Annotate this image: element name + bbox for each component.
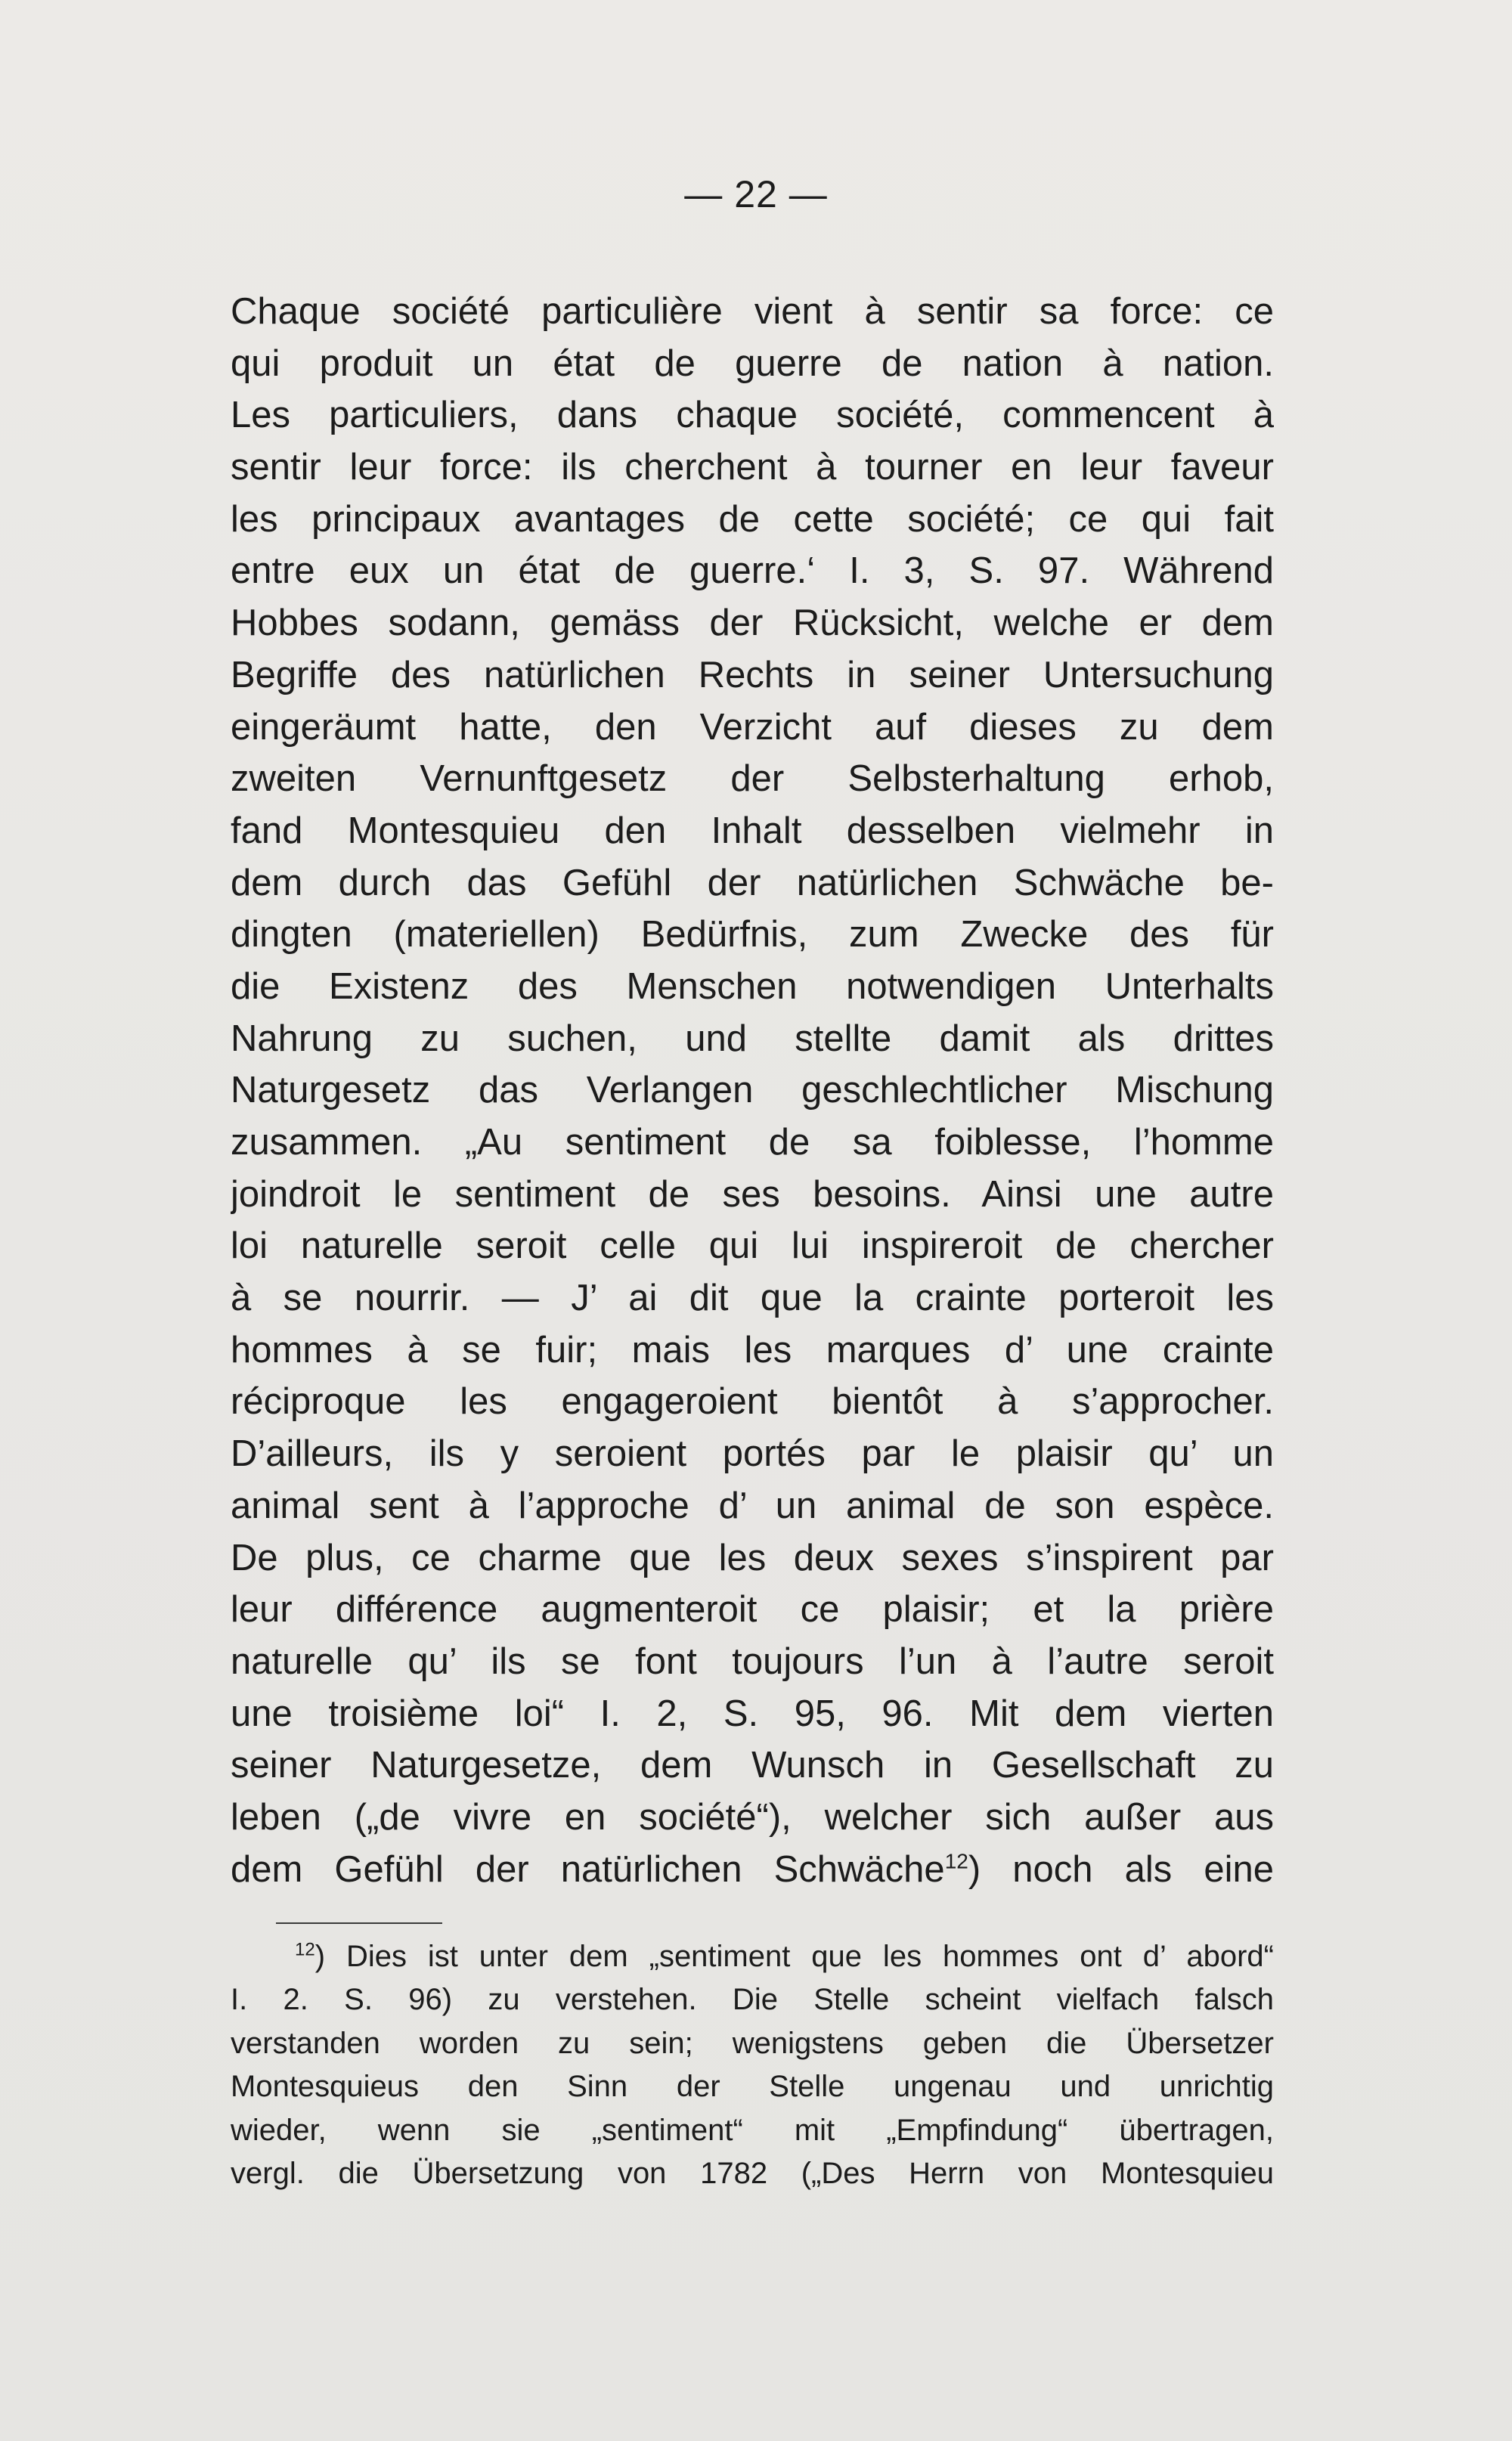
- text-line: dingten (materiellen) Bedürfnis, zum Zwecke des für: [231, 914, 1274, 956]
- footnote-line: Montesquieus den Sinn der Stelle ungenau und unrichtig: [231, 2070, 1274, 2104]
- text-line: réciproque les engageroient bientôt à s’approcher.: [231, 1381, 1274, 1423]
- last-line-start: dem Gefühl der natürlichen Schwäche: [231, 1848, 945, 1890]
- text-line: animal sent à l’approche d’ un animal de son espèce.: [231, 1485, 1274, 1526]
- footnote-marker: 12: [295, 1939, 315, 1960]
- text-line: les principaux avantages de cette société; ce qui fait: [231, 498, 1274, 540]
- text-line: joindroit le sentiment de ses besoins. Ainsi une autre: [231, 1173, 1274, 1215]
- text-line: fand Montesquieu den Inhalt desselben vielmehr in: [231, 810, 1274, 851]
- text-line: hommes à se fuir; mais les marques d’ une crainte: [231, 1329, 1274, 1371]
- footnote-separator: [276, 1922, 442, 1924]
- text-line: die Existenz des Menschen notwendigen Unterhalts: [231, 965, 1274, 1007]
- text-line: sentir leur force: ils cherchent à tourner en leur faveur: [231, 447, 1274, 488]
- text-line: Begriffe des natürlichen Rechts in seiner Untersuchung: [231, 654, 1274, 695]
- footnote-reference: 12: [944, 1849, 968, 1873]
- text-line: loi naturelle seroit celle qui lui inspireroit de chercher: [231, 1225, 1274, 1267]
- footnote-line: [231, 1935, 1274, 1978]
- text-line: Chaque société particulière vient à sentir sa force: ce: [231, 291, 1274, 332]
- text-line: leben („de vivre en société“), welcher sich außer aus: [231, 1796, 1274, 1838]
- text-line: dem durch das Gefühl der natürlichen Schwäche be-: [231, 862, 1274, 903]
- footnote-line: verstanden worden zu sein; wenigstens geben die Übersetzer: [231, 2026, 1274, 2060]
- page-number: — 22 —: [684, 173, 828, 215]
- text-line: à se nourrir. — J’ ai dit que la crainte porteroit les: [231, 1278, 1274, 1319]
- text-line: Les particuliers, dans chaque société, commencent à: [231, 395, 1274, 436]
- text-line: Nahrung zu suchen, und stellte damit als drittes: [231, 1018, 1274, 1059]
- text-line: zusammen. „Au sentiment de sa foiblesse, l’homme: [231, 1122, 1274, 1163]
- body-text: [231, 286, 1274, 1895]
- footnote-line: wieder, wenn sie „sentiment“ mit „Empfindung“ übertragen,: [231, 2113, 1274, 2147]
- text-line: leur différence augmenteroit ce plaisir; et la prière: [231, 1589, 1274, 1631]
- footnote-first-text: ) Dies ist unter dem „sentiment que les hommes ont d’ abord“: [314, 1940, 1274, 1973]
- text-line: Naturgesetz das Verlangen geschlechtlicher Mischung: [231, 1070, 1274, 1111]
- footnote-line: I. 2. S. 96) zu verstehen. Die Stelle scheint vielfach falsch: [231, 1983, 1274, 2017]
- text-line: zweiten Vernunftgesetz der Selbsterhaltung erhob,: [231, 758, 1274, 800]
- last-line-end: ) noch als eine: [968, 1848, 1274, 1890]
- text-line-last: [231, 1844, 1274, 1896]
- footnote-line: vergl. die Übersetzung von 1782 („Des Herrn von Montesquieu: [231, 2156, 1274, 2190]
- text-line: entre eux un état de guerre.‘ I. 3, S. 97. Während: [231, 550, 1274, 592]
- text-line: naturelle qu’ ils se font toujours l’un à l’autre seroit: [231, 1640, 1274, 1682]
- footnote: [231, 1935, 1274, 2195]
- text-line: qui produit un état de guerre de nation à nation.: [231, 342, 1274, 384]
- text-line: De plus, ce charme que les deux sexes s’inspirent par: [231, 1537, 1274, 1578]
- text-line: Hobbes sodann, gemäss der Rücksicht, welche er dem: [231, 603, 1274, 644]
- text-line: seiner Naturgesetze, dem Wunsch in Gesellschaft zu: [231, 1745, 1274, 1786]
- text-line: une troisième loi“ I. 2, S. 95, 96. Mit dem vierten: [231, 1693, 1274, 1734]
- text-line: eingeräumt hatte, den Verzicht auf dieses zu dem: [231, 706, 1274, 748]
- text-line: D’ailleurs, ils y seroient portés par le plaisir qu’ un: [231, 1433, 1274, 1475]
